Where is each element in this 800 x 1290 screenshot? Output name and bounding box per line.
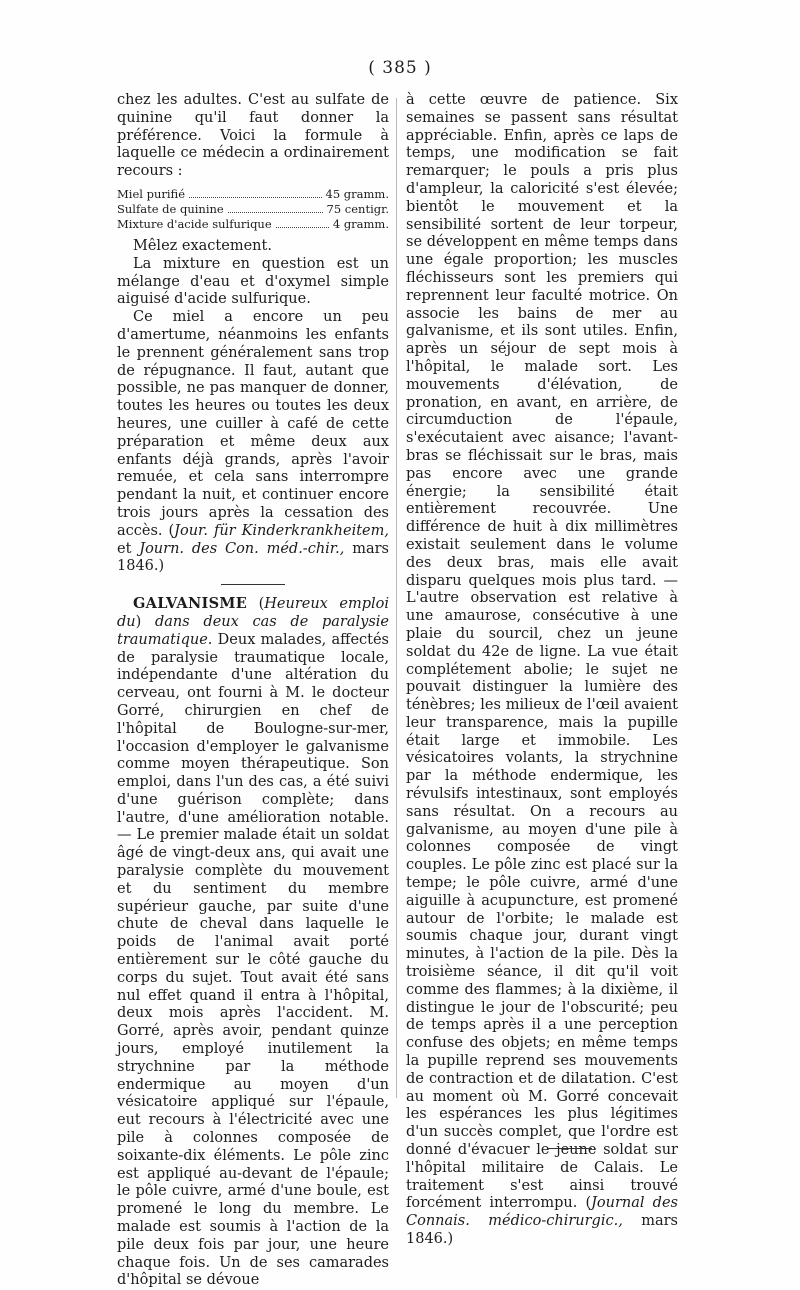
right-column xyxy=(406,92,678,1249)
formula-row xyxy=(117,217,389,232)
paragraph xyxy=(406,92,678,1249)
formula-row xyxy=(117,202,389,217)
heading-punct: ( xyxy=(247,596,265,613)
section-subtitle: dans deux cas de paralysie traumatique. xyxy=(117,613,389,648)
paragraph: La mixture en question est un mélange d'eau et d'oxymel simple aiguisé d'acide sulfurique. xyxy=(117,255,389,308)
journal-reference: Journal des Connais. médico-chirurgic., xyxy=(406,1195,678,1230)
formula-quantity: 4 gramm. xyxy=(332,216,389,231)
column-divider xyxy=(396,98,397,1098)
paragraph xyxy=(117,309,389,576)
dot-leader xyxy=(189,187,322,198)
formula-ingredient: Sulfate de quinine xyxy=(117,201,224,216)
ref-punct: ( xyxy=(577,1195,592,1212)
page-number: ( 385 ) xyxy=(368,58,432,78)
dot-leader xyxy=(276,217,329,228)
paragraph: Mêlez exactement. xyxy=(133,237,272,254)
formula-ingredient: Mixture d'acide sulfurique xyxy=(117,216,272,231)
ref-punct: ( xyxy=(162,522,175,539)
formula-row xyxy=(117,187,389,202)
dot-leader xyxy=(228,202,323,213)
journal-reference: Jour. für Kinderkrankheitem, xyxy=(174,522,389,539)
end-rule xyxy=(548,1148,592,1149)
paragraph-text: à cette œuvre de patience. Six semaines se passent sans résultat appréciable. Enfin, après ce laps de temps, une modification se fait remarquer; le pouls a pris plus d'ampleur, la caloricité s'est élevée; bientôt le mouvement et la sensibilité sortent de leur torpeur, se développent en même temps dans une égale proportion; les muscles fléchisseurs sont les premiers qui reprennent leur faculté motrice. On associe les bains de mer au galvanisme, et ils sont utiles. Enfin, après un séjour de sept mois à l'hôpital, le malade sort. Les mouvements d'élévation, de pronation, en avant, en arrière, de circumduction de l'épaule, s'exécutaient avec aisance; l'avant-bras se fléchissait sur le bras, mais pas encore avec une grande énergie; la sensibilité était entièrement recouvrée. Une différence de huit à dix millimètres existait seulement dans le volume des deux bras, mais elle avait disparu quelques mois plus tard. — L'autre observation est relative à une amaurose, consécutive à une plaie du sourcil, chez un jeune soldat du 42e de ligne. La vue était complétement abolie; le sujet ne pouvait distinguer la lumière des ténèbres; les milieux de l'œil avaient leur transparence, mais la pupille était large et immobile. Les vésicatoires volants, la strychnine par la méthode endermique, les révulsifs intestinaux, sont employés sans résultat. On a recours au galvanisme, au moyen d'une pile à colonnes composée de vingt couples. Le pôle zinc est placé sur la tempe; le pôle cuivre, armé d'une aiguille à acupuncture, est promené autour de l'orbite; le malade est soumis chaque jour, durant vingt minutes, à l'action de la pile. Dès la troisième séance, il dit qu'il voit comme des flammes; à la dixième, il distingue le jour de l'obscurité; peu de temps après il a une perception confuse des objets; en même temps la pupille reprend ses mouvements de contraction et de dilatation. C'est au moment où M. Gorré concevait les espérances les plus légitimes d'un succès complet, que l'ordre est donné d'évacuer le jeune soldat sur l'hôpital militaire de Calais. Le traitement s'est ainsi trouvé forcément interrompu. xyxy=(406,92,678,1212)
reference-date: mars 1846.) xyxy=(406,1213,678,1247)
left-column xyxy=(117,92,389,1290)
paragraph-text: Ce miel a encore un peu d'amertume, néanmoins les enfants le prennent généralement sans trop de répugnance. Il faut, autant que possible, ne pas manquer de donner, toutes les heures ou toutes les deux heures, une cuiller à café de cette préparation et même deux aux enfants déjà grands, après l'avoir remuée, et cela sans interrompre pendant la nuit, et continuer encore trois jours après la cessation des accès. xyxy=(117,309,389,539)
journal-reference: Journ. des Con. méd.-chir., xyxy=(139,540,345,557)
formula-list xyxy=(117,187,389,232)
section-separator xyxy=(221,584,285,585)
section-galvanisme xyxy=(117,595,389,1290)
reference-date: mars 1846.) xyxy=(117,540,389,575)
formula-ingredient: Miel purifié xyxy=(117,186,186,201)
section-heading: GALVANISME xyxy=(133,595,248,613)
formula-quantity: 45 gramm. xyxy=(325,186,389,201)
heading-punct: ) xyxy=(135,613,155,630)
paragraph: chez les adultes. C'est au sulfate de quinine qu'il faut donner la préférence. Voici la formule à laquelle ce médecin a ordinairement recours : xyxy=(117,92,389,180)
formula-quantity: 75 centigr. xyxy=(326,201,389,216)
paragraph-text: Deux malades, affectés de paralysie traumatique locale, indépendante d'une altération du cerveau, ont fourni à M. le docteur Gorré, chirurgien en chef de l'hôpital de Boulogne-sur-mer, l'occasion d'employer le galvanisme comme moyen thérapeutique. Son emploi, dans l'un des cas, a été suivi d'une guérison complète; dans l'autre, d'une amélioration notable.— Le premier malade était un soldat âgé de vingt-deux ans, qui avait une paralysie complète du mouvement et du sentiment du membre supérieur gauche, par suite d'une chute de cheval dans laquelle le poids de l'animal avait porté entièrement sur le côté gauche du corps du sujet. Tout avait été sans nul effet quand il entra à l'hôpital, deux mois après l'accident. M. Gorré, après avoir, pendant quinze jours, employé inutilement la strychnine par la méthode endermique au moyen d'un vésicatoire appliqué sur l'épaule, eut recours à l'électricité avec une pile à colonnes composée de soixante-dix éléments. Le pôle zinc est appliqué au-devant de l'épaule; le pôle cuivre, armé d'une boule, est promené le long du membre. Le malade est soumis à l'action de la pile deux fois par jour, une heure chaque fois. Un de ses camarades d'hôpital se dévoue xyxy=(117,631,389,1289)
section-subtitle: Heureux emploi du xyxy=(117,596,389,630)
ref-connector: et xyxy=(117,540,140,557)
